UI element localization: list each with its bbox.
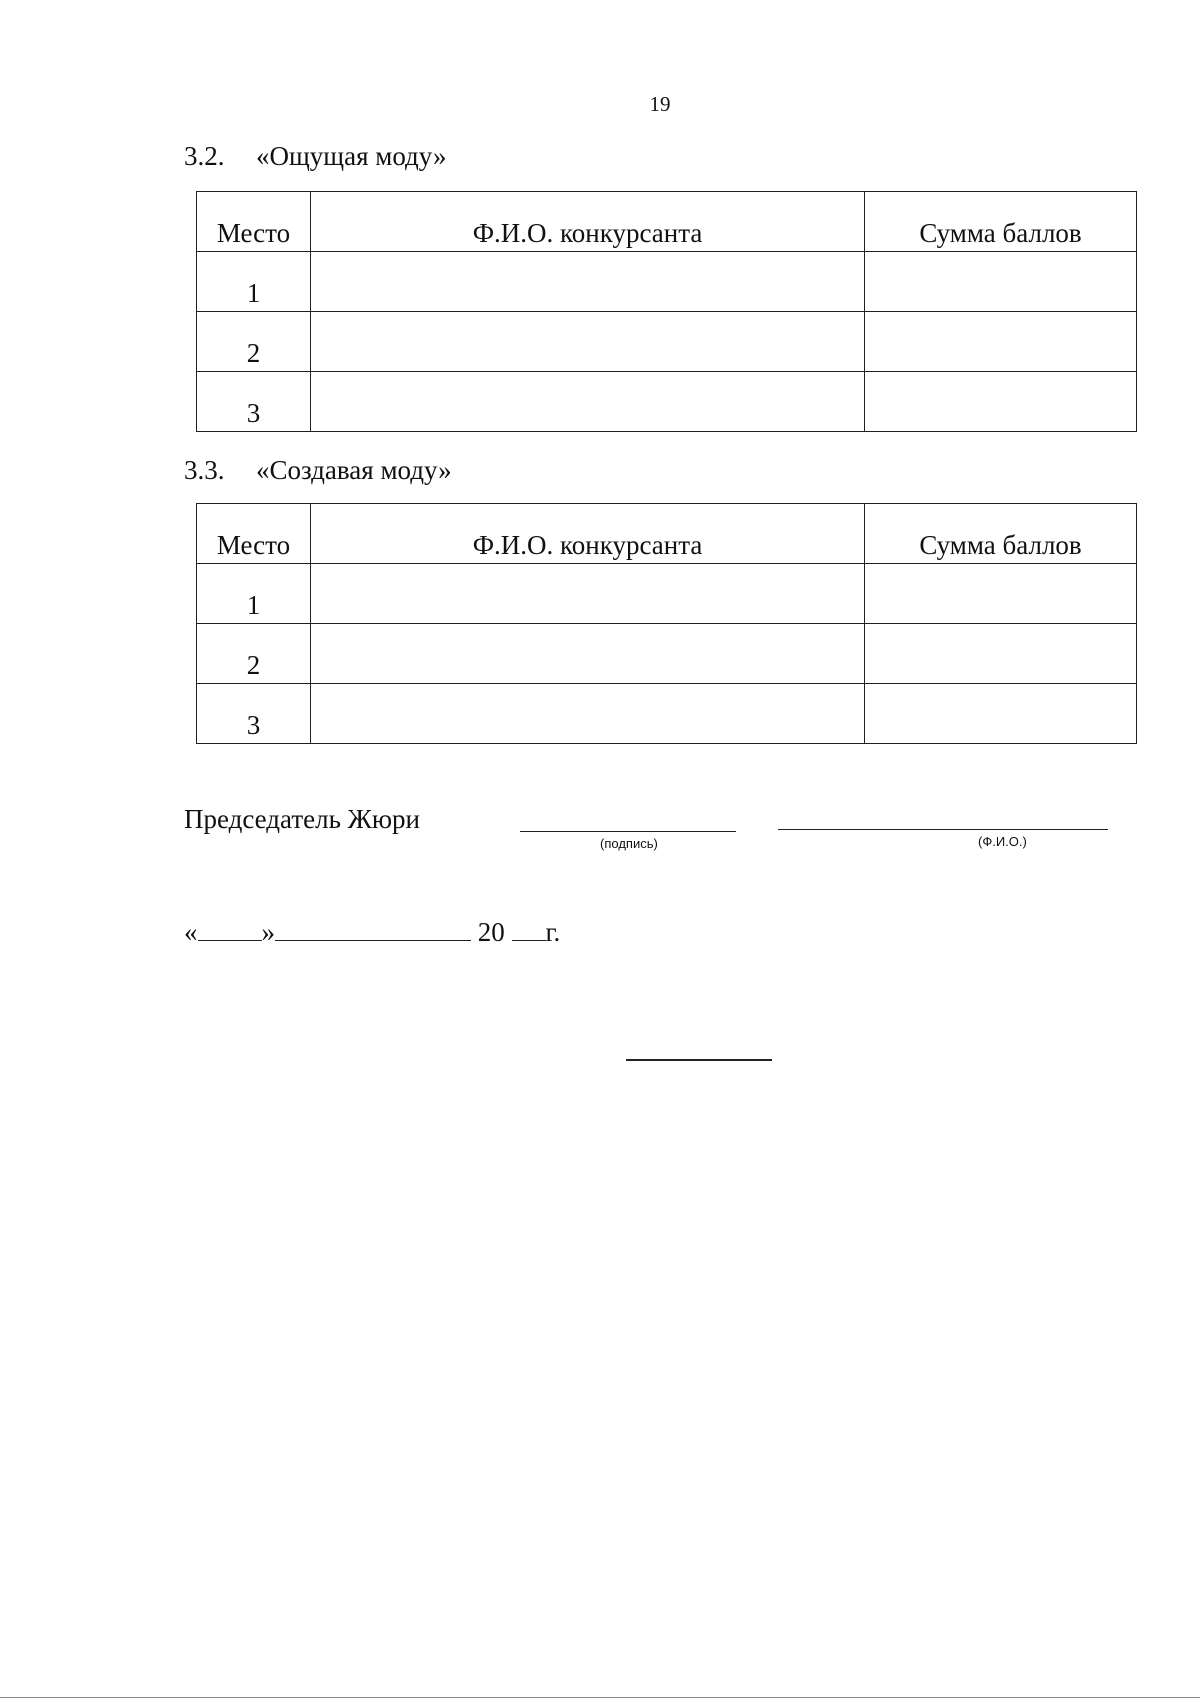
cell-place: 1: [197, 564, 311, 624]
cell-contestant-name[interactable]: [311, 684, 865, 744]
cell-score-total[interactable]: [865, 372, 1137, 432]
section-number: 3.3.: [184, 455, 225, 485]
table-row: [197, 564, 1137, 624]
signature-line[interactable]: [520, 831, 736, 832]
table-row: [197, 372, 1137, 432]
end-of-document-rule: [626, 1059, 772, 1061]
date-line: [184, 916, 560, 948]
header-score-total: Сумма баллов: [865, 504, 1137, 564]
table-row: [197, 312, 1137, 372]
month-blank[interactable]: [275, 916, 471, 941]
day-close-quote: »: [261, 917, 275, 947]
cell-score-total[interactable]: [865, 252, 1137, 312]
day-blank[interactable]: [198, 916, 262, 941]
results-table-3-2: [196, 191, 1137, 432]
section-heading-3-2: [184, 141, 446, 172]
cell-place: 2: [197, 624, 311, 684]
signature-caption: (подпись): [600, 836, 658, 851]
table-header-row: [197, 504, 1137, 564]
table-row: [197, 252, 1137, 312]
table-row: [197, 624, 1137, 684]
cell-place: 3: [197, 684, 311, 744]
year-prefix: 20: [477, 917, 505, 947]
header-contestant-name: Ф.И.О. конкурсанта: [311, 192, 865, 252]
table-row: [197, 684, 1137, 744]
day-open-quote: «: [184, 917, 198, 947]
cell-contestant-name[interactable]: [311, 312, 865, 372]
year-suffix: г.: [545, 917, 561, 947]
header-score-total: Сумма баллов: [865, 192, 1137, 252]
full-name-caption: (Ф.И.О.): [978, 834, 1027, 849]
cell-contestant-name[interactable]: [311, 372, 865, 432]
full-name-line[interactable]: [778, 829, 1108, 830]
cell-score-total[interactable]: [865, 564, 1137, 624]
section-heading-3-3: [184, 455, 452, 486]
cell-score-total[interactable]: [865, 312, 1137, 372]
results-table-3-3: [196, 503, 1137, 744]
section-title: «Создавая моду»: [256, 455, 452, 485]
page-number: 19: [649, 92, 671, 116]
cell-score-total[interactable]: [865, 624, 1137, 684]
header-contestant-name: Ф.И.О. конкурсанта: [311, 504, 865, 564]
cell-contestant-name[interactable]: [311, 624, 865, 684]
cell-place: 3: [197, 372, 311, 432]
jury-chairman-label: Председатель Жюри: [184, 804, 420, 834]
header-place: Место: [197, 504, 311, 564]
section-title: «Ощущая моду»: [256, 141, 447, 171]
cell-place: 2: [197, 312, 311, 372]
section-number: 3.2.: [184, 141, 225, 171]
scan-edge-line: [0, 1697, 1200, 1698]
header-place: Место: [197, 192, 311, 252]
cell-place: 1: [197, 252, 311, 312]
cell-contestant-name[interactable]: [311, 564, 865, 624]
table-header-row: [197, 192, 1137, 252]
cell-contestant-name[interactable]: [311, 252, 865, 312]
year-blank[interactable]: [512, 916, 546, 941]
cell-score-total[interactable]: [865, 684, 1137, 744]
